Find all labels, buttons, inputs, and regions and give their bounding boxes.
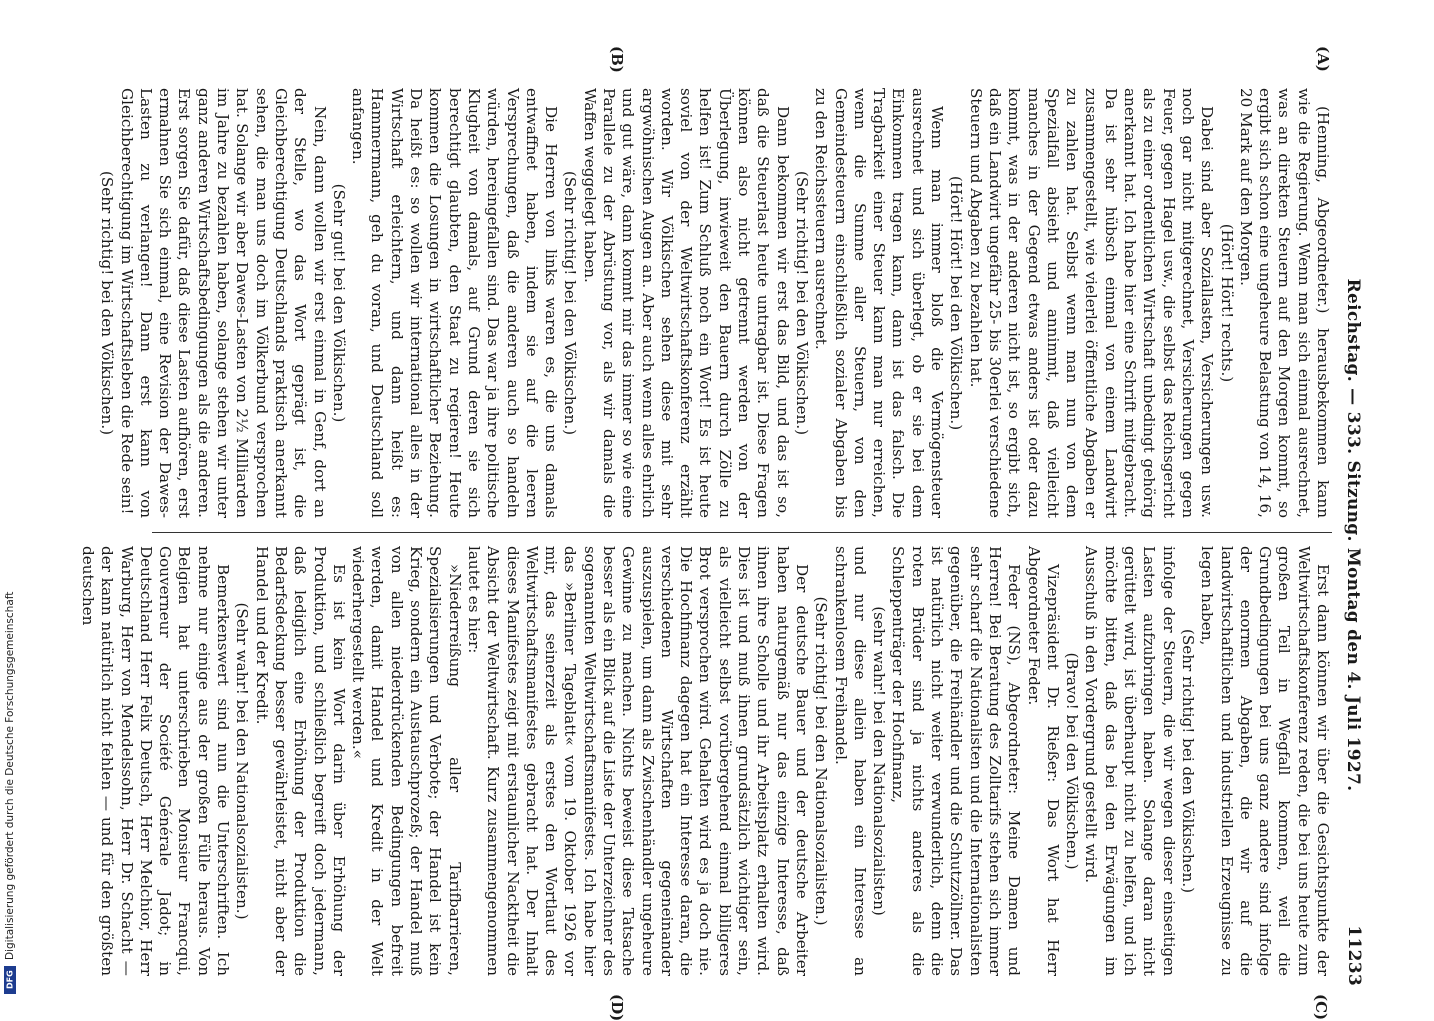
paragraph: Es ist kein Wort darin über Erhöhung der Produktion, und schließlich begreift doch jedermann, daß lediglich eine Erhöhung der Produktion die Bedarfsdeckung besser gewährleistet, nicht aber der Handel und der Kredit. [252, 546, 348, 976]
interjection: (Sehr wahr! bei den Nationalsozialisten.) [233, 602, 252, 920]
paragraph: Erst dann können wir über die Gesichtspunkte der Weltwirtschaftskonferenz reden, die bei uns heute zum großen Teil in Wegfall kommen, weil die Grundbedingungen bei uns ganz andere sind infolge der enormen Abgaben, die wir auf die landwirtschaftlichen und industriellen Erzeugnisse zu legen haben, [1198, 546, 1332, 976]
interjection: (Bravo! bei den Völkischen.) [1063, 652, 1082, 870]
paragraph: Dann bekommen wir erst das Bild, und das ist so, daß die Steuerlast heute untragbar ist. Diese Fragen können also nicht getrennt werden von der Überlegung, inwieweit den Bauern durch Zölle zu helfen ist! Zum Schluß noch ein Wort! Es ist heute soviel von der Weltwirtschaftskonferenz erzählt worden. Wir Völkischen sehen diese mit sehr argwöhnischen Augen an. Aber auch wenn alles ehrlich und gut wäre, dann kommt mir das immer so wie eine Parallele zu der Abrüstung vor, als wir damals die Waffen weggelegt haben. [580, 88, 792, 518]
paragraph: Der deutsche Bauer und der deutsche Arbeiter haben naturgemäß nur das einzige Interesse, daß ihnen ihre Scholle und ihr Arbeitsplatz erhalten wird. Dies ist und muß ihnen grundsätzlich wichtiger sein, als vielleicht selbst vorübergehend einmal billigeres Brot versprochen wird. Gehalten wird es ja doch nie. Die Hochfinanz dagegen hat ein Interesse daran, die verschiedenen Wirtschaften gegeneinander auszuspielen, um dann als Zwischenhändler ungeheure Gewinne zu machen. Nichts beweist diese Tatsache besser als ein Blick auf die Liste der Unterzeichner des sogenannten Weltwirtschaftsmanifestes. Ich habe hier das »Berliner Tageblatt« vom 19. Oktober 1926 vor mir, das seinerzeit als erstes den Wortlaut des Weltwirtschaftsmanifestes gebracht hat. Der Inhalt dieses Manifestes zeigt mit erstaunlicher Nacktheit die Absicht der Weltwirtschaft. Kurz zusammengenommen lautet es hier: [464, 546, 811, 976]
paragraph: Die Herren von links waren es, die uns damals entwaffnet haben, indem sie auf die leeren Versprechungen, daß die anderen auch so handeln würden, hereingefallen sind. Das war ja ihre politische Klugheit von damals, auf Grund deren sie sich berechtigt glaubten, den Staat zu regieren! Heute kommen die Losungen in wirtschaftlicher Beziehung. Da heißt es: so wollen wir international alles in der Wirtschaft erleichtern, und dann heißt es: Hammermann, geh du voran, und Deutschland soll anfangen. [349, 88, 561, 518]
paragraph: Feder (NS), Abgeordneter: Meine Damen und Herren! Bei Beratung des Zolltarifs stehen sich immer sehr scharf die Nationalisten und die Internationalisten gegenüber, die Freihändler und die Schutzzöllner. Das ist natürlich nicht weiter verwunderlich, denn die roten Brüder sind ja nichts anderes als die Schleppenträger der Hochfinanz, [889, 546, 1024, 976]
interjection: (Hört! Hört! bei den Völkischen.) [947, 175, 966, 431]
funding-credit: Digitalisierung gefördert durch die Deutsche Forschungsgemeinschaft [4, 591, 16, 960]
paragraph: »Niederreißung aller Tarifbarrieren, Spezialisierungen und Verbote; der Handel ist kein Krieg, sondern ein Austauschprozeß; der Handel muß von allen niederdrückenden Bedingungen befreit werden, damit Handel und Kredit in der Welt wiederhergestellt werden.« [349, 546, 464, 976]
paragraph: infolge der Steuern, die wir wegen dieser einseitigen Lasten aufzubringen haben. Solange daran nicht gerüttelt wird, ist überhaupt nicht zu helfen, und ich möchte bitten, daß das bei den Erwägungen im Ausschuß in den Vordergrund gestellt wird. [1082, 546, 1178, 976]
column-divider [152, 532, 1332, 533]
interjection: (Hört! Hört! rechts.) [1217, 223, 1236, 383]
margin-marker-a: (A) [1314, 46, 1332, 72]
paragraph: Nein, dann wollen wir erst einmal in Genf, dort an der Stelle, wo das Wort geprägt ist, die Gleichberechtigung Deutschlands praktisch anerkannt sehen, die man uns doch im Völkerbund versprochen hat. Solange wir aber Dawes-Lasten von 2½ Milliarden im Jahre zu bezahlen haben, solange stehen wir unter ganz anderen Wirtschaftsbedingungen als die anderen. Erst sorgen Sie dafür, daß diese Lasten aufhören, erst ermahnen Sie sich einmal, eine Revision der Dawes-Lasten zu verlangen! Dann erst kann von Gleichberechtigung im Wirtschaftsleben die Rede sein! [117, 88, 329, 518]
margin-marker-d: (D) [608, 994, 626, 1021]
page-number: 11233 [1344, 925, 1364, 986]
paragraph: (Henning, Abgeordneter.) herausbekommen kann wie die Regierung. Wenn man sich einmal ausrechnet, was an direkten Steuern auf den Morgen kommt, so ergibt sich schon eine ungeheure Belastung von 14, 16, 20 Mark auf den Morgen. [1236, 88, 1332, 518]
margin-marker-c: (C) [1312, 994, 1330, 1021]
right-column [79, 546, 1332, 976]
paragraph: Wenn man immer bloß die Vermögensteuer ausrechnet und sich überlegt, ob er sie bei dem Einkommen tragen kann, dann ist das falsch. Die Tragbarkeit einer Steuer kann man nur erreichen, wenn die Summe aller Steuern, von den Gemeindesteuern einschließlich sozialer Abgaben bis zu den Reichssteuern ausrechnet. [812, 88, 947, 518]
dfg-logo: DFG [4, 966, 16, 994]
page-header [1340, 80, 1366, 990]
interjection: (Sehr gut! bei den Völkischen.) [329, 183, 348, 423]
interjection: (Sehr richtig! bei den Nationalsozialisten.) [812, 596, 831, 926]
interjection: (Sehr richtig! bei den Völkischen.) [561, 170, 580, 436]
paragraph: Dabei sind aber Soziallasten, Versicherungen usw. noch gar nicht mitgerechnet, Versicherungen gegen Feuer, gegen Hagel usw., die selbst das Reichsgericht als zu einer ordentlichen Wirtschaft unbedingt gehörig anerkannt hat. Ich habe hier eine Schrift mitgebracht. Da ist sehr hübsch einmal von einem Landwirt zusammengestellt, wie vielerlei öffentliche Abgaben er zu zahlen hat. Selbst wenn man nun von dem Spezialfall absieht und annimmt, daß vielleicht manches in der Gegend etwas anders ist oder dazu kommt, was in der anderen nicht ist, so ergibt sich, daß ein Landwirt ungefähr 25- bis 30erlei verschiedene Steuern und Abgaben zu bezahlen hat. [966, 88, 1217, 518]
interjection: (Sehr richtig! bei den Völkischen.) [792, 170, 811, 436]
paragraph: Vizepräsident Dr. Rießer: Das Wort hat Herr Abgeordneter Feder. [1024, 546, 1062, 976]
left-column [98, 88, 1332, 518]
paragraph: und nur diese allein haben ein Interesse an schrankenlosem Freihandel. [831, 546, 869, 976]
paragraph: Bemerkenswert sind nun die Unterschriften. Ich nehme nur einige aus der großen Fülle heraus. Von Belgien hat unterschrieben Monsieur Francqui, Gouverneur der Société Générale Jadot; in Deutschland Herr Felix Deutsch, Herr Melchior, Herr Warburg, Herr von Mendelssohn, Herr Dr. Schacht — der kann natürlich nicht fehlen — und für den größten deutschen [79, 546, 233, 976]
margin-marker-b: (B) [608, 46, 626, 73]
interjection: (Sehr richtig! bei den Völkischen.) [98, 170, 117, 436]
header-title: Reichstag. — 333. Sitzung. Montag den 4. Juli 1927. [1343, 278, 1363, 792]
digitization-sidebar [0, 0, 20, 1000]
interjection: (sehr wahr! bei den Nationalsozialisten) [870, 606, 889, 916]
document-page [79, 46, 1366, 1021]
interjection: (Sehr richtig! bei den Völkischen.) [1178, 628, 1197, 894]
